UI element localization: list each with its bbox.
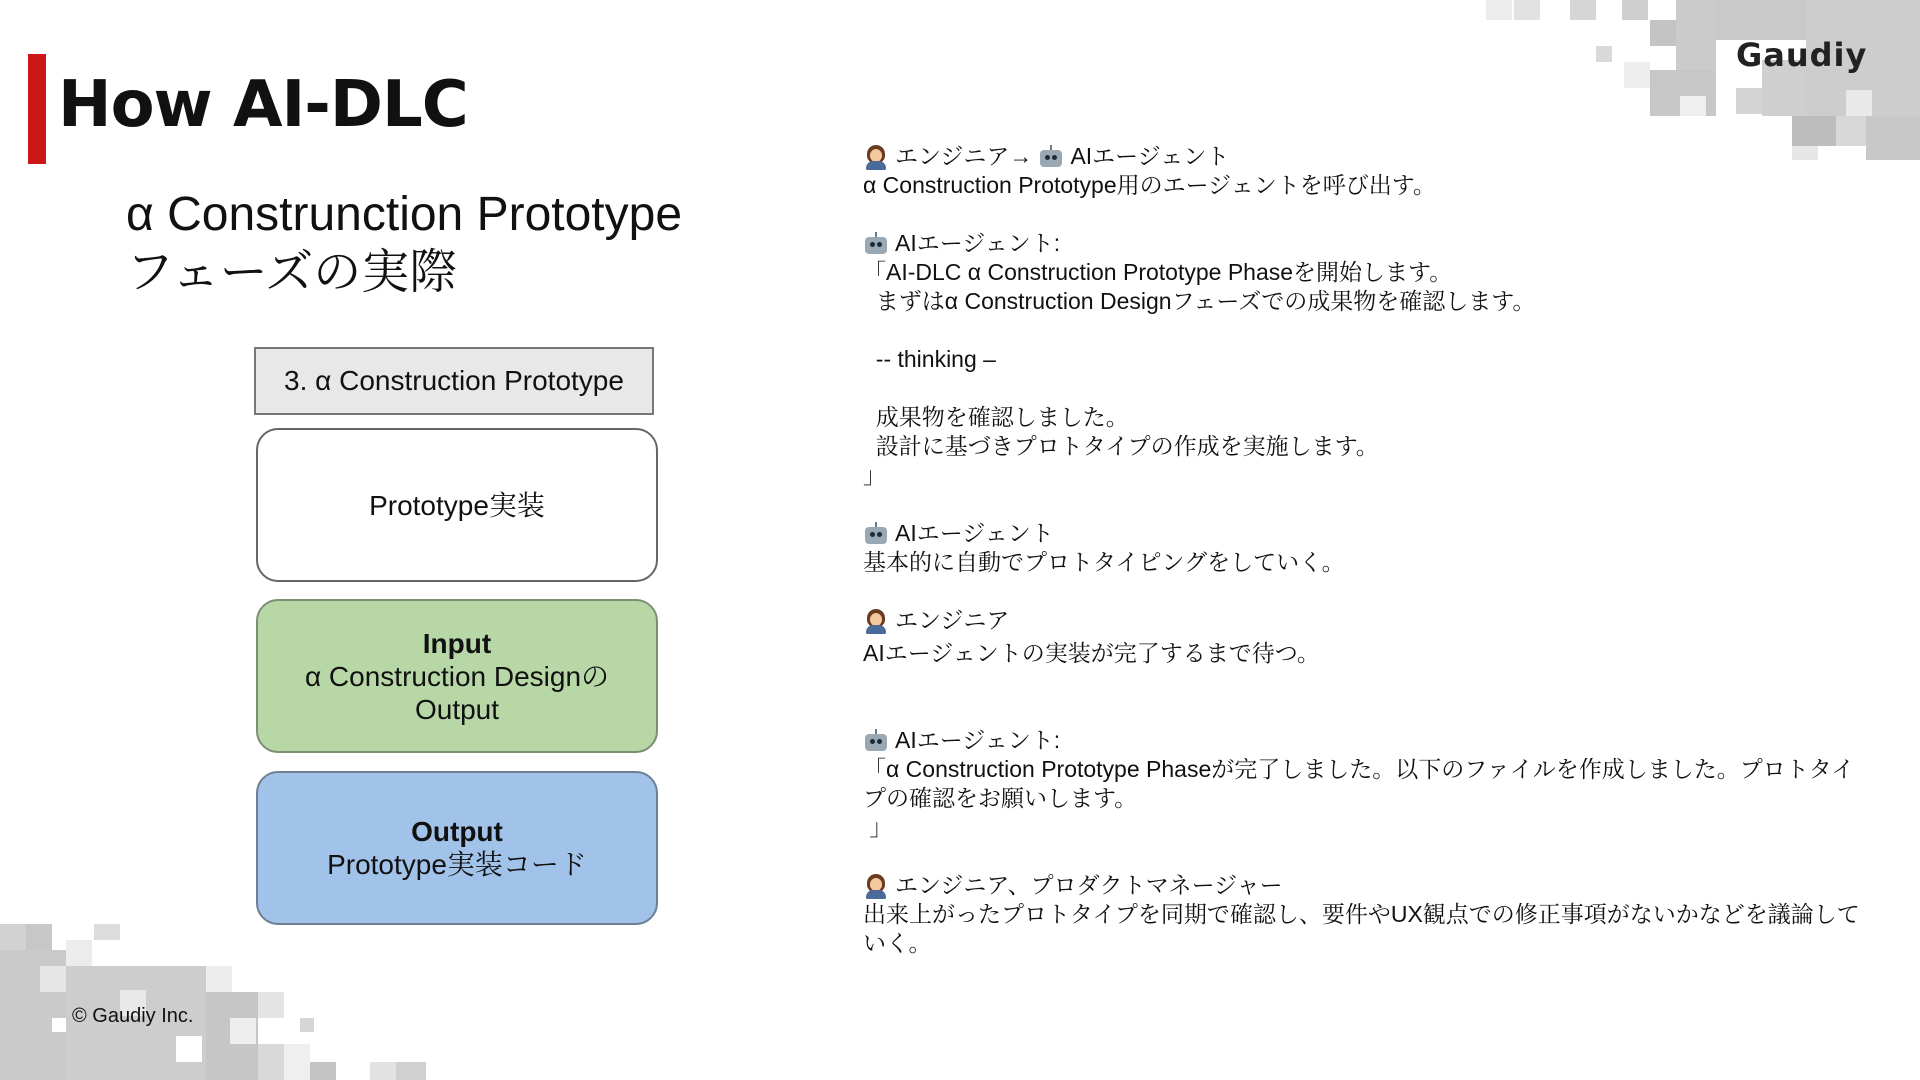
engineer-icon <box>863 873 889 899</box>
dialog-line: 出来上がったプロトタイプを同期で確認し、要件やUX観点での修正事項がないかなどを議論していく。 <box>863 901 1860 956</box>
speaker-line <box>863 519 1863 548</box>
speaker-name: エンジニア、プロダクトマネージャー <box>895 872 1283 898</box>
robot-icon <box>863 728 889 754</box>
speaker-name: エンジニア <box>895 607 1010 633</box>
speaker-name: AIエージェント: <box>895 230 1061 256</box>
input-card-text-1: α Construction Designの <box>304 660 610 692</box>
title-accent-bar <box>28 54 46 164</box>
speaker-line <box>863 229 1863 258</box>
dialog-line: -- thinking – <box>863 346 996 372</box>
company-logo: Gaudiy <box>1736 36 1868 74</box>
dialog-block-4 <box>863 606 1863 668</box>
robot-icon <box>863 521 889 547</box>
speaker-name: AIエージェント: <box>895 727 1061 753</box>
input-card-text-2: Output <box>414 693 500 725</box>
dialog-line: 「α Construction Prototype Phaseが完了しました。以下のファイルを作成しました。プロトタイプの確認をお願いします。 <box>863 756 1855 811</box>
dialog-line: 」 <box>863 462 886 488</box>
copyright-notice: © Gaudiy Inc. <box>72 1005 194 1027</box>
dialog-line: 設計に基づきプロトタイプの作成を実施します。 <box>863 433 1379 459</box>
dialog-block-2 <box>863 229 1863 490</box>
speaker-name: AIエージェント <box>895 520 1054 546</box>
speaker-line <box>863 142 1863 171</box>
dialog-line: 基本的に自動でプロトタイピングをしていく。 <box>863 549 1345 575</box>
prototype-card <box>256 428 658 582</box>
dialog-block-1 <box>863 142 1863 200</box>
robot-icon <box>1038 144 1064 170</box>
section-subtitle: α Construnction Prototype フェーズの実際 <box>126 188 683 299</box>
engineer-icon <box>863 608 889 634</box>
dialog-block-3 <box>863 519 1863 577</box>
speaker-name: エンジニア→ <box>895 143 1033 169</box>
dialog-line: α Construction Prototype用のエージェントを呼び出す。 <box>863 172 1436 198</box>
input-card <box>256 599 658 753</box>
page-title: How AI-DLC <box>58 68 468 142</box>
output-card-text: Prototype実装コード <box>327 849 587 880</box>
dialog-line: 成果物を確認しました。 <box>863 404 1129 430</box>
output-card <box>256 771 658 925</box>
input-card-label: Input <box>422 627 492 659</box>
speaker-line <box>863 726 1863 755</box>
dialog-line: AIエージェントの実装が完了するまで待つ。 <box>863 640 1320 666</box>
dialog-block-6 <box>863 871 1863 958</box>
dialog-block-5 <box>863 726 1863 842</box>
output-card-label: Output <box>411 816 503 847</box>
dialog-transcript <box>863 142 1863 987</box>
dialog-line: 」 <box>863 814 893 840</box>
engineer-icon <box>863 144 889 170</box>
speaker-line <box>863 871 1863 900</box>
speaker-line <box>863 606 1863 635</box>
dialog-line: 「AI-DLC α Construction Prototype Phaseを開始します。 <box>863 259 1453 285</box>
robot-icon <box>863 231 889 257</box>
speaker-name: AIエージェント <box>1070 143 1230 169</box>
prototype-card-text: Prototype実装 <box>369 489 545 521</box>
dialog-line: まずはα Construction Designフェーズでの成果物を確認します。 <box>863 288 1536 314</box>
phase-header: 3. α Construction Prototype <box>254 347 654 415</box>
